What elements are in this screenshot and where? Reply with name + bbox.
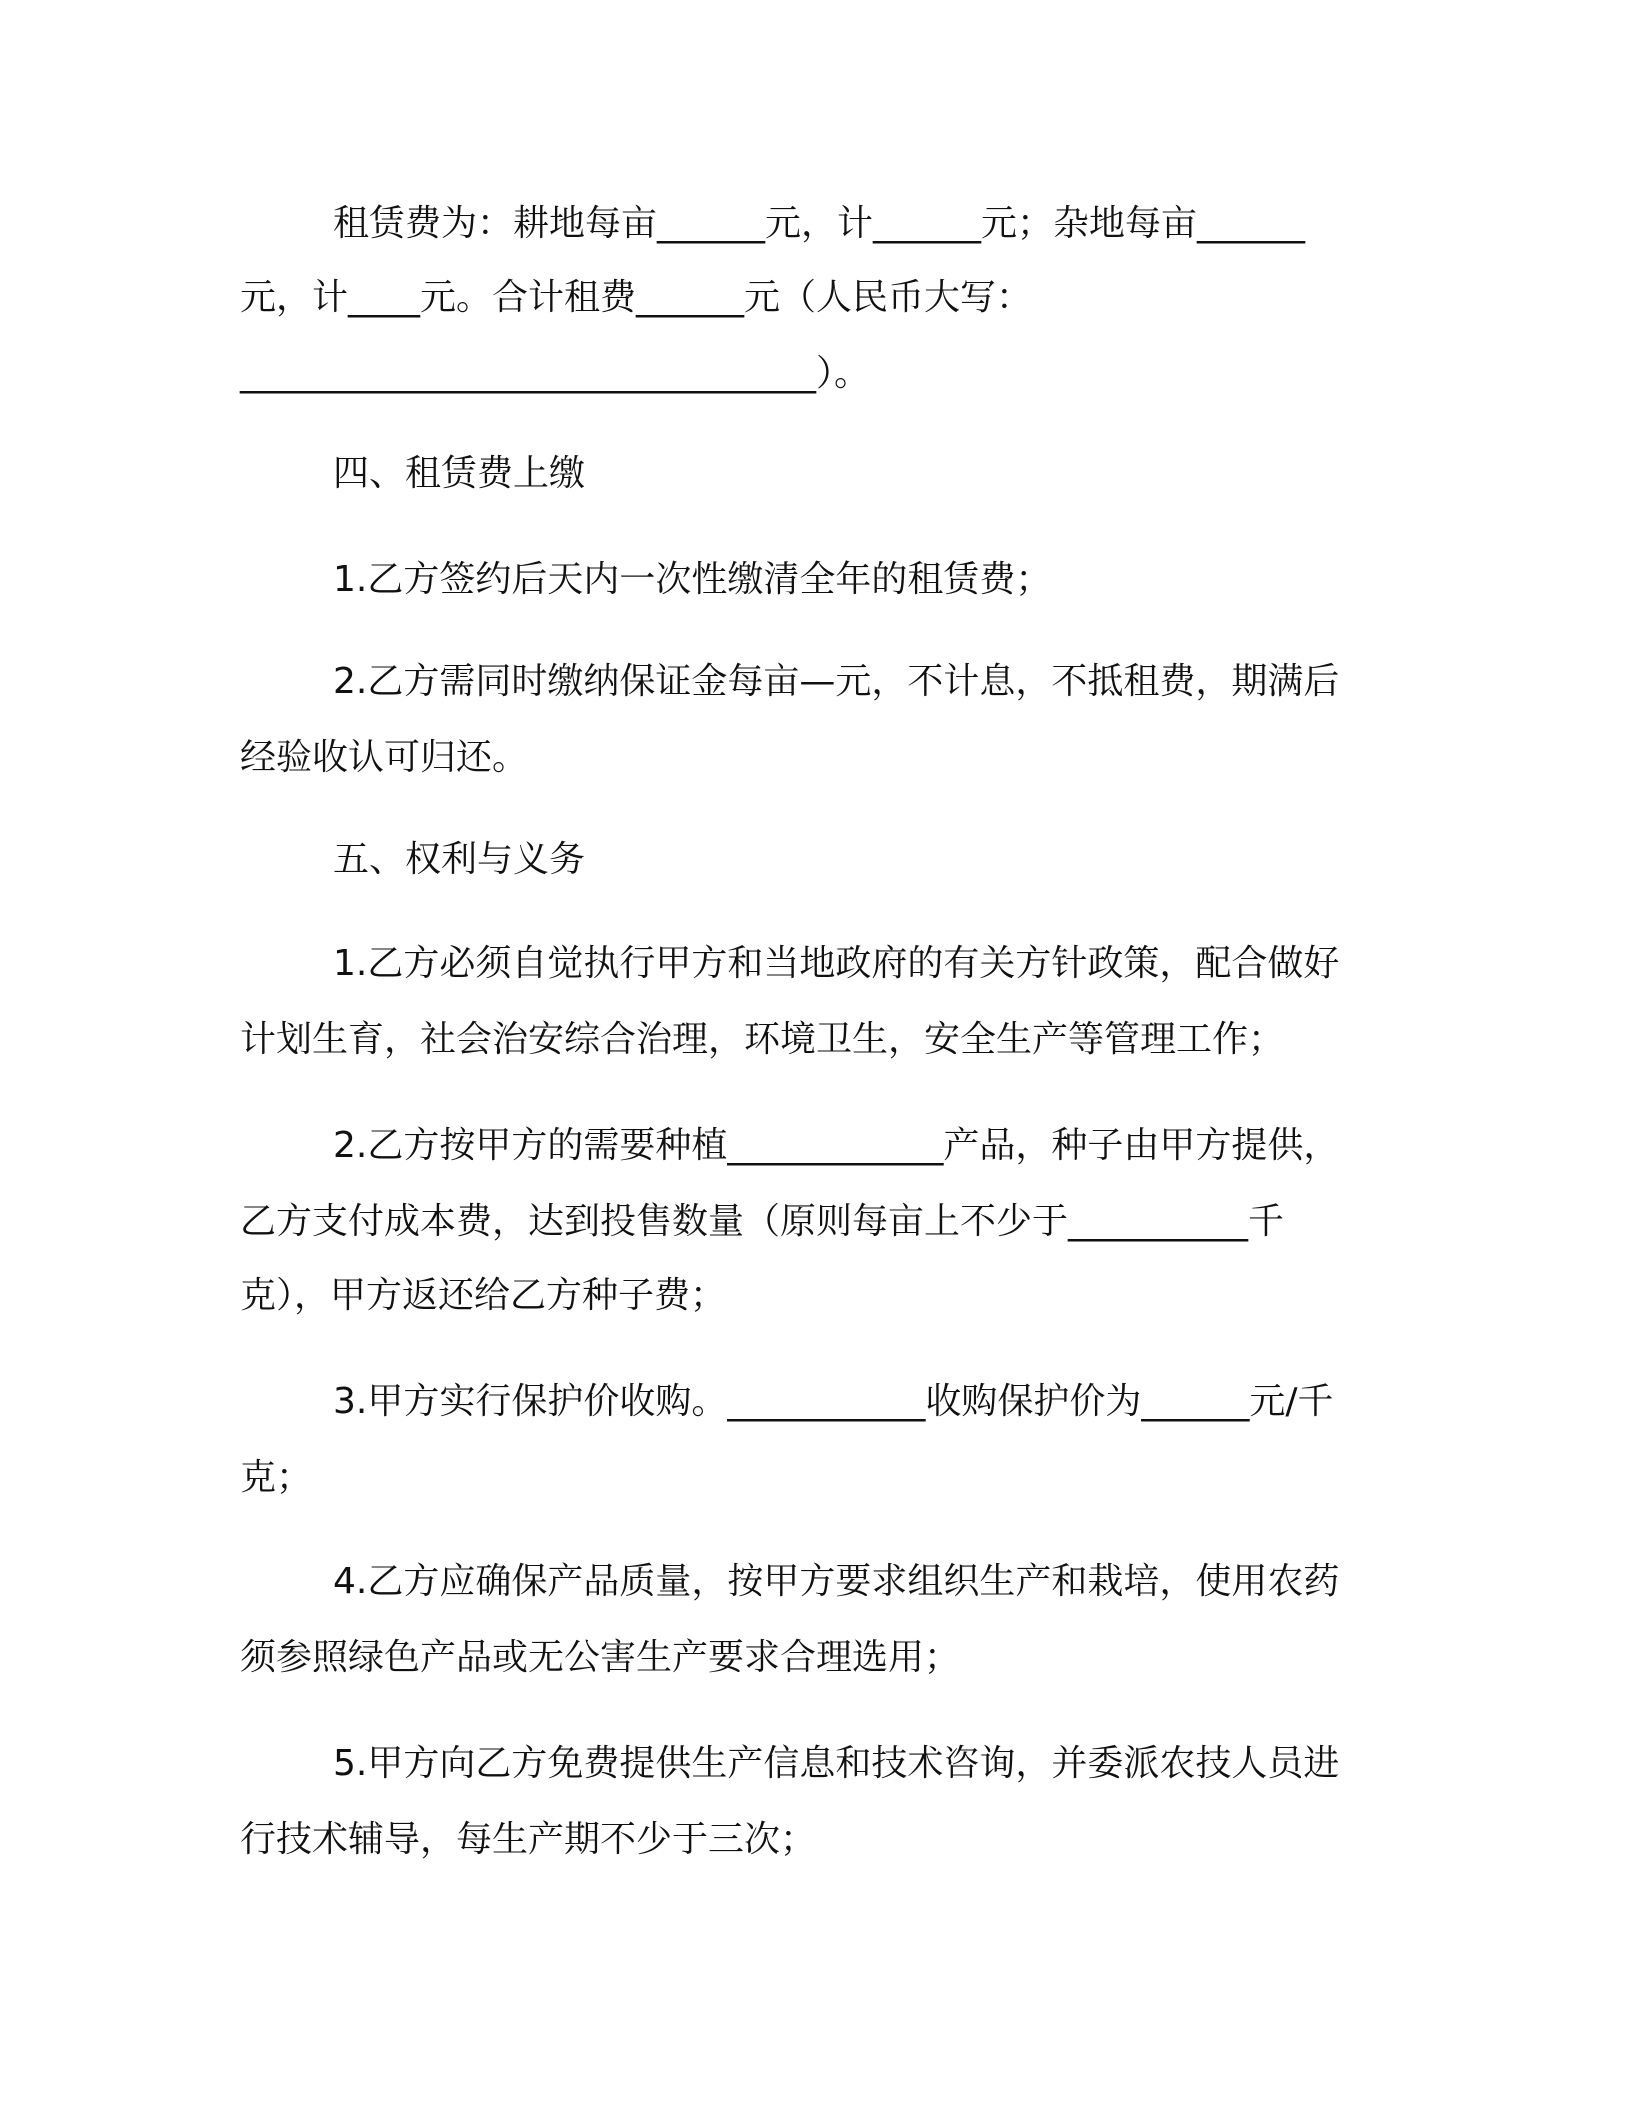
section-heading-fee-payment: 四、租赁费上缴 bbox=[333, 453, 586, 494]
payment-item-2-line-1: 2.乙方需同时缴纳保证金每亩—元，不计息，不抵租费，期满后 bbox=[333, 661, 1340, 702]
payment-item-1: 1.乙方签约后天内一次性缴清全年的租赁费； bbox=[333, 559, 1052, 600]
duty-item-2-line-3: 克），甲方返还给乙方种子费； bbox=[240, 1275, 727, 1316]
duty-item-3-line-2: 克； bbox=[240, 1457, 313, 1498]
duty-item-3-line-1: 3.甲方实行保护价收购。___________收购保护价为______元/千 bbox=[333, 1381, 1334, 1422]
duty-item-2-line-1: 2.乙方按甲方的需要种植____________产品，种子由甲方提供， bbox=[333, 1125, 1340, 1166]
fee-paragraph-line-3: ________________________________）。 bbox=[240, 353, 870, 394]
duty-item-4-line-1: 4.乙方应确保产品质量，按甲方要求组织生产和栽培，使用农药 bbox=[333, 1561, 1340, 1602]
duty-item-5-line-1: 5.甲方向乙方免费提供生产信息和技术咨询，并委派农技人员进 bbox=[333, 1743, 1340, 1784]
duty-item-5-line-2: 行技术辅导，每生产期不少于三次； bbox=[240, 1819, 817, 1860]
fee-paragraph-line-1: 租赁费为：耕地每亩______元，计______元；杂地每亩______ bbox=[333, 203, 1306, 244]
section-heading-rights-duties: 五、权利与义务 bbox=[333, 839, 586, 880]
duty-item-1-line-1: 1.乙方必须自觉执行甲方和当地政府的有关方针政策，配合做好 bbox=[333, 943, 1340, 984]
fee-paragraph-line-2: 元，计____元。合计租费______元（人民币大写： bbox=[240, 277, 1033, 318]
payment-item-2-line-2: 经验收认可归还。 bbox=[240, 737, 529, 778]
duty-item-4-line-2: 须参照绿色产品或无公害生产要求合理选用； bbox=[240, 1637, 961, 1678]
duty-item-1-line-2: 计划生育，社会治安综合治理，环境卫生，安全生产等管理工作； bbox=[240, 1019, 1285, 1060]
duty-item-2-line-2: 乙方支付成本费，达到投售数量（原则每亩上不少于__________千 bbox=[240, 1201, 1285, 1242]
